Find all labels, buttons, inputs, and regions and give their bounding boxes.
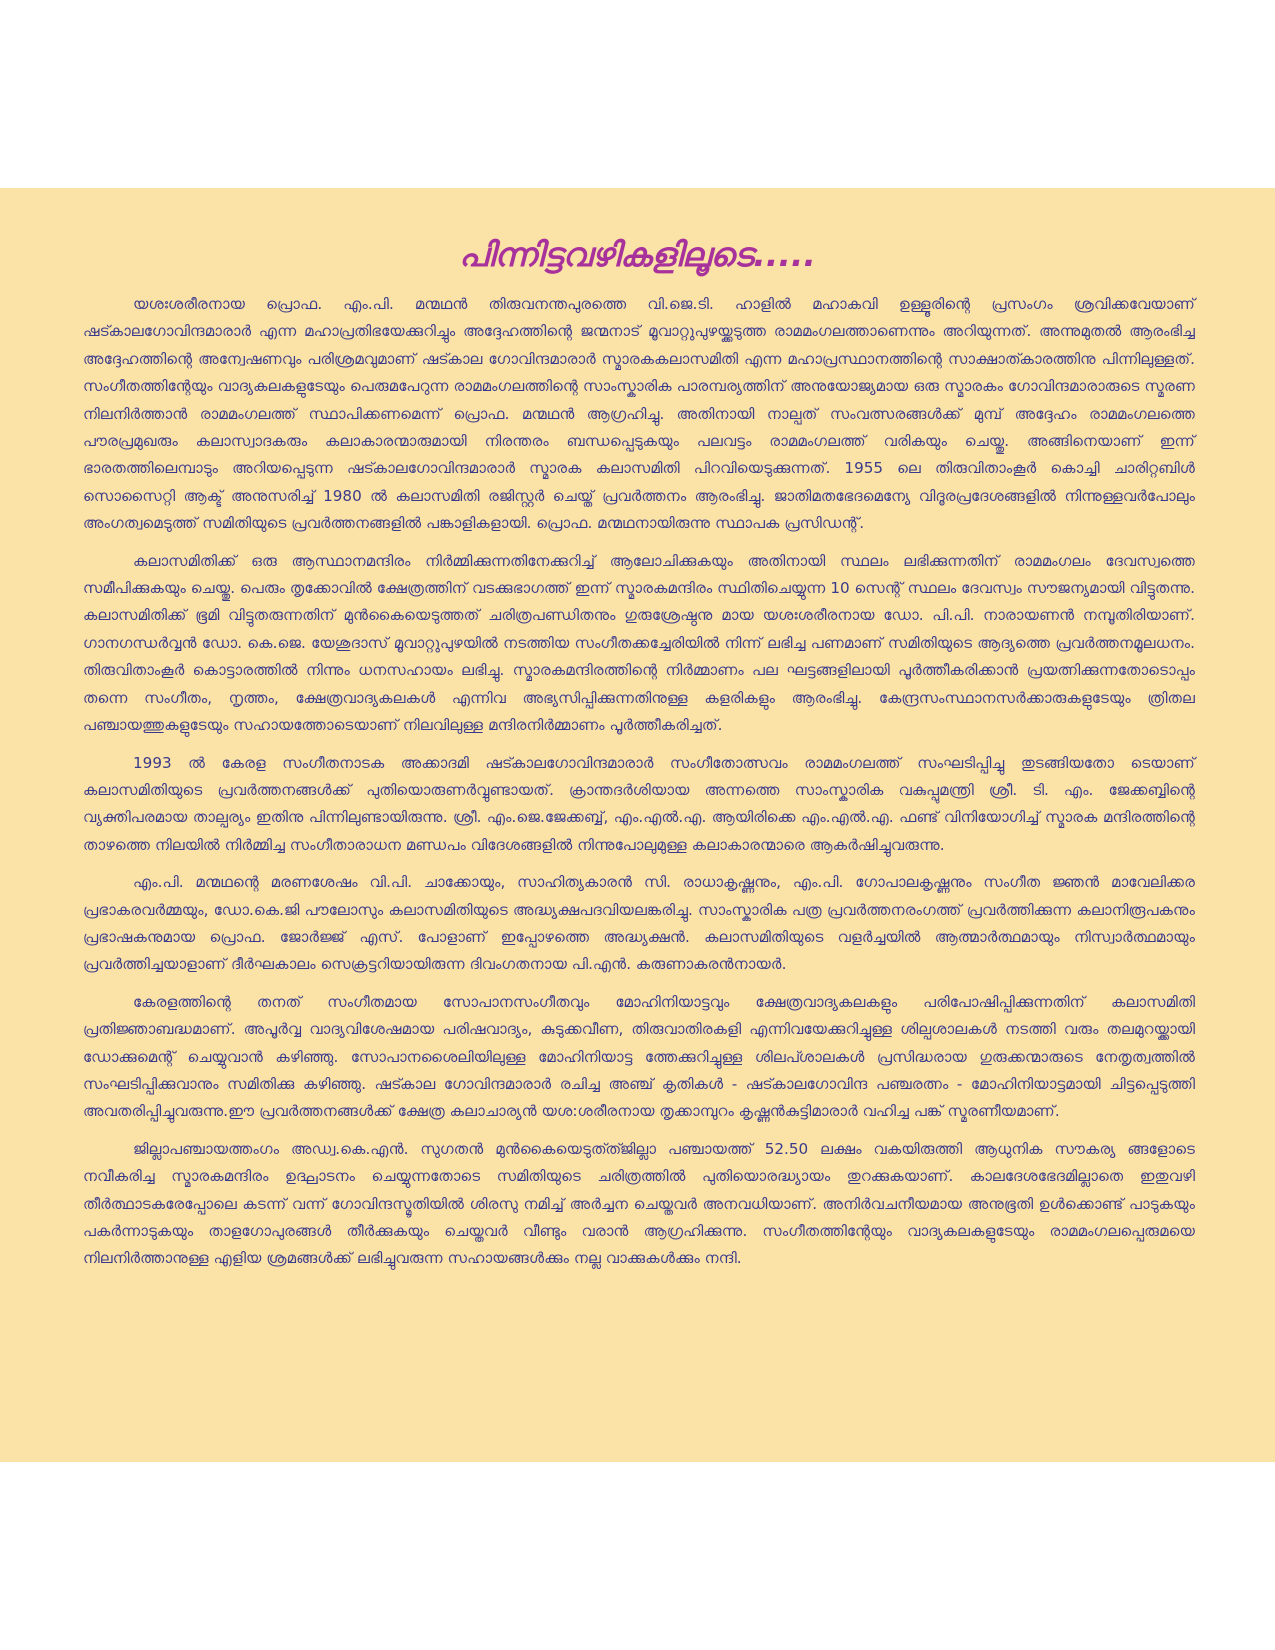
paragraph-5: കേരളത്തിന്റെ തനത് സംഗീതമായ സോപാനസംഗീതവും മോഹിനിയാട്ടവും ക്ഷേത്രവാദ്യകലകളും പരിപോഷിപ്പിക്കുന്നതിന് കലാസമിതി പ്രതിജ്ഞാബദ്ധമാണ്. അപൂർവ്വ വാദ്യവിശേഷമായ പരിഷവാദ്യം, കുടുക്കവീണ, തിരുവാതിരകളി എന്നിവയേക്കുറിച്ചുള്ള ശില്പശാലകൾ നടത്തി വരും തലമുറയ്ക്കായി ഡോക്കുമെന്റ് ചെയ്യുവാൻ കഴിഞ്ഞു. സോപാനശൈലിയിലുള്ള മോഹിനിയാട്ട ത്തേക്കുറിച്ചുള്ള ശിലപ്ശാലകൾ പ്രസിദ്ധരായ ഗുരുക്കന്മാരുടെ നേതൃത്വത്തിൽ സംഘടിപ്പിക്കുവാനും സമിതിക്കു കഴിഞ്ഞു. ഷട്കാല ഗോവിന്ദമാരാർ രചിച്ച അഞ്ച് കൃതികൾ - ഷട്കാലഗോവിന്ദ പഞ്ചരത്നം - മോഹിനിയാട്ടമായി ചിട്ടപ്പെടുത്തി അവതരിപ്പിച്ചുവരുന്നു.ഈ പ്രവർത്തനങ്ങൾക്ക് ക്ഷേത്ര കലാചാര്യൻ യശ:ശരീരനായ തൃക്കാമ്പുറം കൃഷ്ണൻകുട്ടിമാരാർ വഹിച്ച പങ്ക് സ്മരണീയമാണ്. — [83, 992, 1195, 1121]
paragraph-6: ജില്ലാപഞ്ചായത്തംഗം അഡ്വ.കെ.എൻ. സുഗതൻ മുൻകൈയെടുത്ത്ജില്ലാ പഞ്ചായത്ത് 52.50 ലക്ഷം വകയിരുത്തി ആധുനിക സൗകര്യ ങ്ങളോടെ നവീകരിച്ച സ്മാരകമന്ദിരം ഉദ്ഘാടനം ചെയ്യുന്നതോടെ സമിതിയുടെ ചരിത്രത്തിൽ പുതിയൊരദ്ധ്യായം തുറക്കുകയാണ്. കാലദേശഭേദമില്ലാതെ ഇതുവഴി തീർത്ഥാടകരേപ്പോലെ കടന്ന് വന്ന് ഗോവിന്ദസ്മൃതിയിൽ ശിരസു നമിച്ച് അർച്ചന ചെയ്തവർ അനവധിയാണ്. അനിർവചനീയമായ അനുഭൂതി ഉൾക്കൊണ്ട് പാടുകയും പകർന്നാടുകയും താളഗോപുരങ്ങൾ തീർക്കുകയും ചെയ്തവർ വീണ്ടും വരാൻ ആഗ്രഹിക്കുന്നു. സംഗീതത്തിന്റേയും വാദ്യകലകളുടേയും രാമമംഗലപ്പെരുമയെ നിലനിർത്താനുള്ള എളിയ ശ്രമങ്ങൾക്ക് ലഭിച്ചുവരുന്ന സഹായങ്ങൾക്കും നല്ല വാക്കുകൾക്കും നന്ദി. — [83, 1139, 1195, 1268]
paragraph-3: 1993 ൽ കേരള സംഗീതനാടക അക്കാദമി ഷട്കാലഗോവിന്ദമാരാർ സംഗീതോത്സവം രാമമംഗലത്ത് സംഘടിപ്പിച്ചു തുടങ്ങിയതോ ടെയാണ് കലാസമിതിയുടെ പ്രവർത്തനങ്ങൾക്ക് പുതിയൊരുണർവ്വുണ്ടായത്. ക്രാന്തദർശിയായ അന്നത്തെ സാംസ്കാരിക വകുപ്പുമന്ത്രി ശ്രീ. ടി. എം. ജേക്കബ്ബിന്റെ വ്യക്തിപരമായ താല്പര്യം ഇതിനു പിന്നിലുണ്ടായിരുന്നു. ശ്രീ. എം.ജെ.ജേക്കബ്ബ്, എം.എൽ.എ. ആയിരിക്കെ എം.എൽ.എ. ഫണ്ട് വിനിയോഗിച്ച് സ്മാരക മന്ദിരത്തിന്റെ താഴത്തെ നിലയിൽ നിർമ്മിച്ച സംഗീതാരാധന മണ്ഡപം വിദേശങ്ങളിൽ നിന്നുപോലുമുള്ള കലാകാരന്മാരെ ആകർഷിച്ചുവരുന്നു. — [83, 753, 1195, 854]
paragraph-2: കലാസമിതിക്ക് ഒരു ആസ്ഥാനമന്ദിരം നിർമ്മിക്കുന്നതിനേക്കുറിച്ച് ആലോചിക്കുകയും അതിനായി സ്ഥലം ലഭിക്കുന്നതിന് രാമമംഗലം ദേവസ്വത്തെ സമീപിക്കുകയും ചെയ്തു. പെരും തൃക്കോവിൽ ക്ഷേത്രത്തിന് വടക്കുഭാഗത്ത് ഇന്ന് സ്മാരകമന്ദിരം സ്ഥിതിചെയ്യുന്ന 10 സെന്റ് സ്ഥലം ദേവസ്വം സൗജന്യമായി വിട്ടുതന്നു. കലാസമിതിക്ക് ഭൂമി വിട്ടുതരുന്നതിന് മുൻകൈയെടുത്തത് ചരിത്രപണ്ഡിതനും ഗുരുശ്രേഷ്ഠനു മായ യശഃശരീരനായ ഡോ. പി.പി. നാരായണൻ നമ്പൂതിരിയാണ്. ഗാനഗന്ധർവ്വൻ ഡോ. കെ.ജെ. യേശുദാസ് മൂവാറ്റുപുഴയിൽ നടത്തിയ സംഗീതക്കച്ചേരിയിൽ നിന്ന് ലഭിച്ച പണമാണ് സമിതിയുടെ ആദ്യത്തെ പ്രവർത്തനമൂലധനം. തിരുവിതാംകൂർ കൊട്ടാരത്തിൽ നിന്നും ധനസഹായം ലഭിച്ചു. സ്മാരകമന്ദിരത്തിന്റെ നിർമ്മാണം പല ഘട്ടങ്ങളിലായി പൂർത്തീകരിക്കാൻ പ്രയത്നിക്കുന്നതോടൊപ്പം തന്നെ സംഗീതം, നൃത്തം, ക്ഷേത്രവാദ്യകലകൾ എന്നിവ അഭ്യസിപ്പിക്കുന്നതിനുള്ള കളരികളും ആരംഭിച്ചു. കേന്ദ്രസംസ്ഥാനസർക്കാരുകളുടേയും ത്രിതല പഞ്ചായത്തുകളുടേയും സഹായത്തോടെയാണ് നിലവിലുള്ള മന്ദിരനിർമ്മാണം പൂർത്തീകരിച്ചത്. — [83, 551, 1195, 735]
page-title: പിന്നിട്ടവഴികളിലൂടെ..... — [459, 235, 816, 274]
paragraph-1: യശഃശരീരനായ പ്രൊഫ. എം.പി. മന്മഥൻ തിരുവനന്തപുരത്തെ വി.ജെ.ടി. ഹാളിൽ മഹാകവി ഉള്ളൂരിന്റെ പ്രസംഗം ശ്രവിക്കവേയാണ് ഷട്കാലഗോവിന്ദമാരാർ എന്ന മഹാപ്രതിഭയേക്കുറിച്ചും അദ്ദേഹത്തിന്റെ ജന്മനാട് മൂവാറ്റുപുഴയ്ക്കടുത്ത രാമമംഗലത്താണെന്നും അറിയുന്നത്. അന്നുമുതൽ ആരംഭിച്ച അദ്ദേഹത്തിന്റെ അന്വേഷണവും പരിശ്രമവുമാണ് ഷട്കാല ഗോവിന്ദമാരാർ സ്മാരകകലാസമിതി എന്ന മഹാപ്രസ്ഥാനത്തിന്റെ സാക്ഷാത്കാരത്തിനു പിന്നിലുള്ളത്. സംഗീതത്തിന്റേയും വാദ്യകലകളുടേയും പെരുമപേറുന്ന രാമമംഗലത്തിന്റെ സാംസ്കാരിക പാരമ്പര്യത്തിന് അനുയോജ്യമായ ഒരു സ്മാരകം ഗോവിന്ദമാരാരുടെ സ്മരണ നിലനിർത്താൻ രാമമംഗലത്ത് സ്ഥാപിക്കണമെന്ന് പ്രൊഫ. മന്മഥൻ ആഗ്രഹിച്ചു. അതിനായി നാല്പത് സംവത്സരങ്ങൾക്ക് മുമ്പ് അദ്ദേഹം രാമമംഗലത്തെ പൗരപ്രമുഖരും കലാസ്വാദകരും കലാകാരന്മാരുമായി നിരന്തരം ബന്ധപ്പെടുകയും പലവട്ടം രാമമംഗലത്ത് വരികയും ചെയ്തു. അങ്ങിനെയാണ് ഇന്ന് ഭാരതത്തിലെമ്പാടും അറിയപ്പെടുന്ന ഷട്കാലഗോവിന്ദമാരാർ സ്മാരക കലാസമിതി പിറവിയെടുക്കുന്നത്. 1955 ലെ തിരുവിതാംകൂർ കൊച്ചി ചാരിറ്റബിൾ സൊസൈറ്റി ആക്ട് അനുസരിച്ച് 1980 ൽ കലാസമിതി രജിസ്റ്റർ ചെയ്ത് പ്രവർത്തനം ആരംഭിച്ചു. ജാതിമതഭേദമെന്യേ വിദൂരപ്രദേശങ്ങളിൽ നിന്നുള്ളവർപോലും അംഗത്വമെടുത്ത് സമിതിയുടെ പ്രവർത്തനങ്ങളിൽ പങ്കാളികളായി. പ്രൊഫ. മന്മഥനായിരുന്നു സ്ഥാപക പ്രസിഡന്റ്. — [83, 295, 1195, 533]
article-body — [83, 291, 1195, 1283]
paragraph-4: എം.പി. മന്മഥന്റെ മരണശേഷം വി.പി. ചാക്കോയും, സാഹിത്യകാരൻ സി. രാധാകൃഷ്ണനും, എം.പി. ഗോപാലകൃഷ്ണനും സംഗീത ജ്ഞൻ മാവേലിക്കര പ്രഭാകരവർമ്മയും, ഡോ.കെ.ജി പൗലോസും കലാസമിതിയുടെ അദ്ധ്യക്ഷപദവിയലങ്കരിച്ചു. സാംസ്കാരിക പത്ര പ്രവർത്തനരംഗത്ത് പ്രവർത്തിക്കുന്ന കലാനിരൂപകനും പ്രഭാഷകനുമായ പ്രൊഫ. ജോർജ്ജ് എസ്. പോളാണ് ഇപ്പോഴത്തെ അദ്ധ്യക്ഷൻ. കലാസമിതിയുടെ വളർച്ചയിൽ ആത്മാർത്ഥമായും നിസ്വാർത്ഥമായും പ്രവർത്തിച്ചയാളാണ് ദീർഘകാലം സെക്രട്ടറിയായിരുന്ന ദിവംഗതനായ പി.എൻ. കരുണാകരൻനായർ. — [83, 873, 1195, 974]
